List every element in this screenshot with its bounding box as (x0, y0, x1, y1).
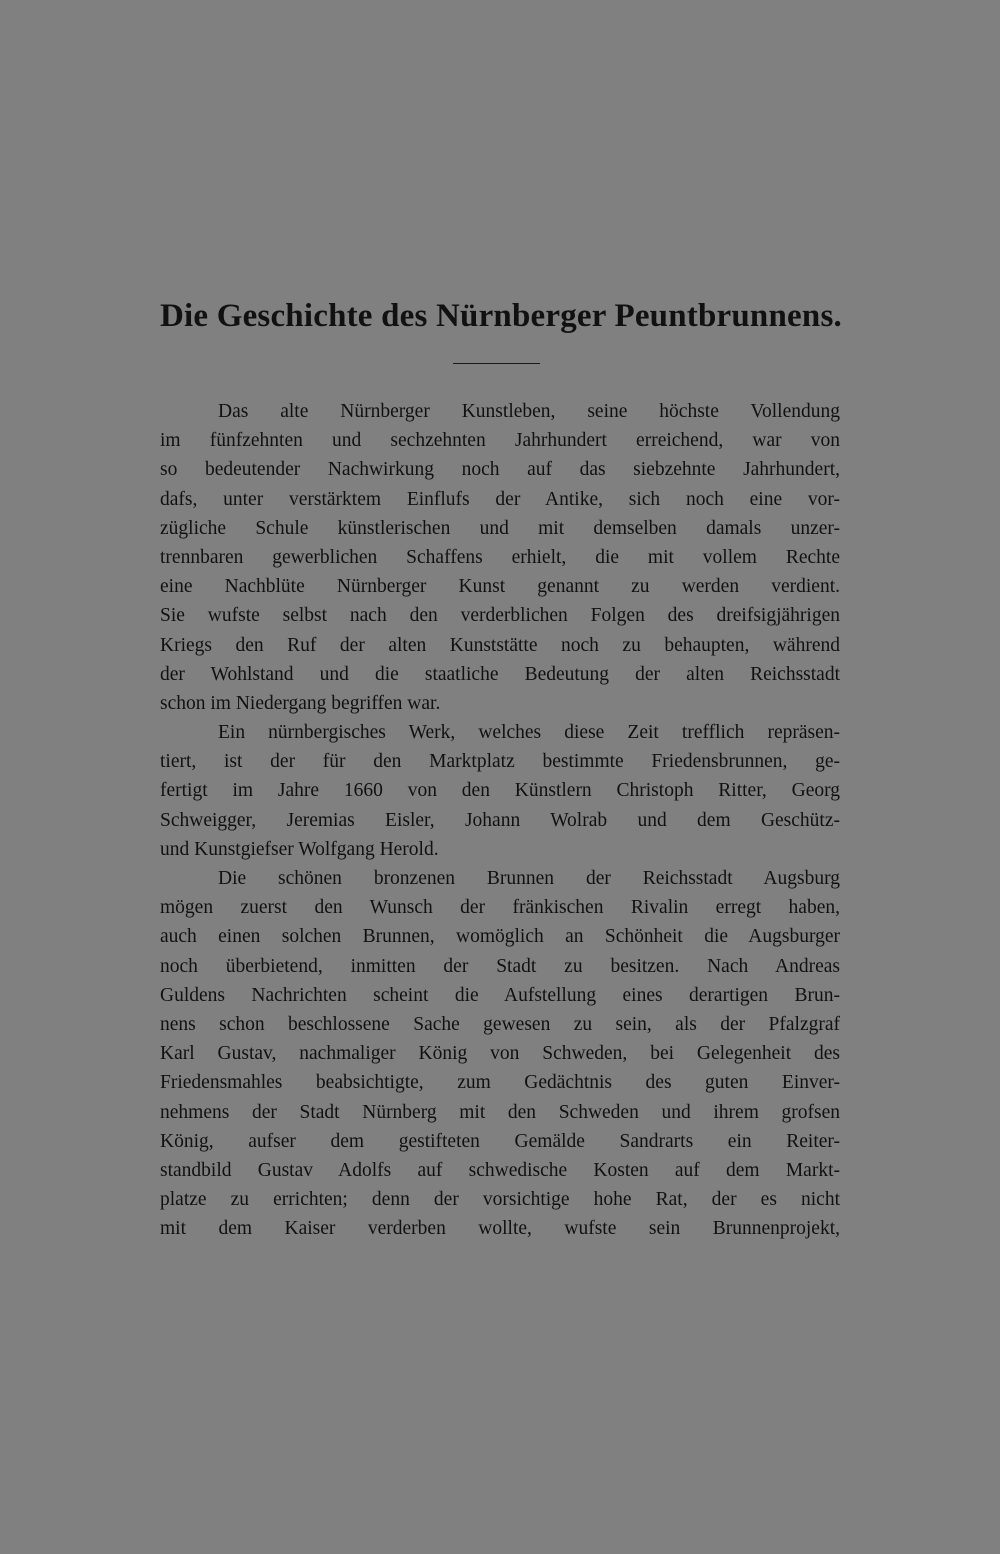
text-line: mit dem Kaiser verderben wollte, wufste sein Brunnenprojekt, (160, 1218, 840, 1240)
text-line: noch überbietend, inmitten der Stadt zu besitzen. Nach Andreas (160, 955, 840, 977)
text-line: tiert, ist der für den Marktplatz bestimmte Friedensbrunnen, ge- (160, 751, 840, 773)
text-line: platze zu errichten; denn der vorsichtige hohe Rat, der es nicht (160, 1189, 840, 1211)
text-line: nehmens der Stadt Nürnberg mit den Schweden und ihrem grofsen (160, 1101, 840, 1123)
text-line: Die schönen bronzenen Brunnen der Reichsstadt Augsburg (218, 868, 840, 889)
text-line: Das alte Nürnberger Kunstleben, seine höchste Vollendung (218, 401, 840, 422)
text-line: König, aufser dem gestifteten Gemälde Sandrarts ein Reiter- (160, 1130, 840, 1152)
text-line: Friedensmahles beabsichtigte, zum Gedächtnis des guten Einver- (160, 1072, 840, 1094)
text-line: im fünfzehnten und sechzehnten Jahrhundert erreichend, war von (160, 430, 840, 452)
text-line: dafs, unter verstärktem Einflufs der Antike, sich noch eine vor- (160, 488, 840, 510)
text-line: der Wohlstand und die staatliche Bedeutung der alten Reichsstadt (160, 663, 840, 685)
text-line: Guldens Nachrichten scheint die Aufstellung eines derartigen Brun- (160, 984, 840, 1006)
text-line: standbild Gustav Adolfs auf schwedische Kosten auf dem Markt- (160, 1159, 840, 1181)
text-line: schon im Niedergang begriffen war. (160, 692, 441, 714)
text-line: mögen zuerst den Wunsch der fränkischen Rivalin erregt haben, (160, 897, 840, 919)
chapter-title: Die Geschichte des Nürnberger Peuntbrunnens. (160, 298, 842, 334)
text-line: auch einen solchen Brunnen, womöglich an Schönheit die Augsburger (160, 926, 840, 948)
text-line: eine Nachblüte Nürnberger Kunst genannt zu werden verdient. (160, 576, 840, 598)
title-divider (453, 363, 540, 364)
text-line: trennbaren gewerblichen Schaffens erhielt, die mit vollem Rechte (160, 546, 840, 568)
text-line: Kriegs den Ruf der alten Kunststätte noch zu behaupten, während (160, 634, 840, 656)
text-line: Schweigger, Jeremias Eisler, Johann Wolrab und dem Geschütz- (160, 809, 840, 831)
text-line: Karl Gustav, nachmaliger König von Schweden, bei Gelegenheit des (160, 1043, 840, 1065)
text-line: Sie wufste selbst nach den verderblichen Folgen des dreifsigjährigen (160, 605, 840, 627)
text-line: Ein nürnbergisches Werk, welches diese Zeit trefflich repräsen- (218, 722, 840, 744)
body-text (160, 397, 840, 1243)
text-line: und Kunstgiefser Wolfgang Herold. (160, 838, 439, 860)
text-line: so bedeutender Nachwirkung noch auf das siebzehnte Jahrhundert, (160, 459, 840, 481)
text-line: nens schon beschlossene Sache gewesen zu sein, als der Pfalzgraf (160, 1013, 840, 1035)
text-line: fertigt im Jahre 1660 von den Künstlern Christoph Ritter, Georg (160, 780, 840, 802)
text-line: zügliche Schule künstlerischen und mit demselben damals unzer- (160, 517, 840, 539)
